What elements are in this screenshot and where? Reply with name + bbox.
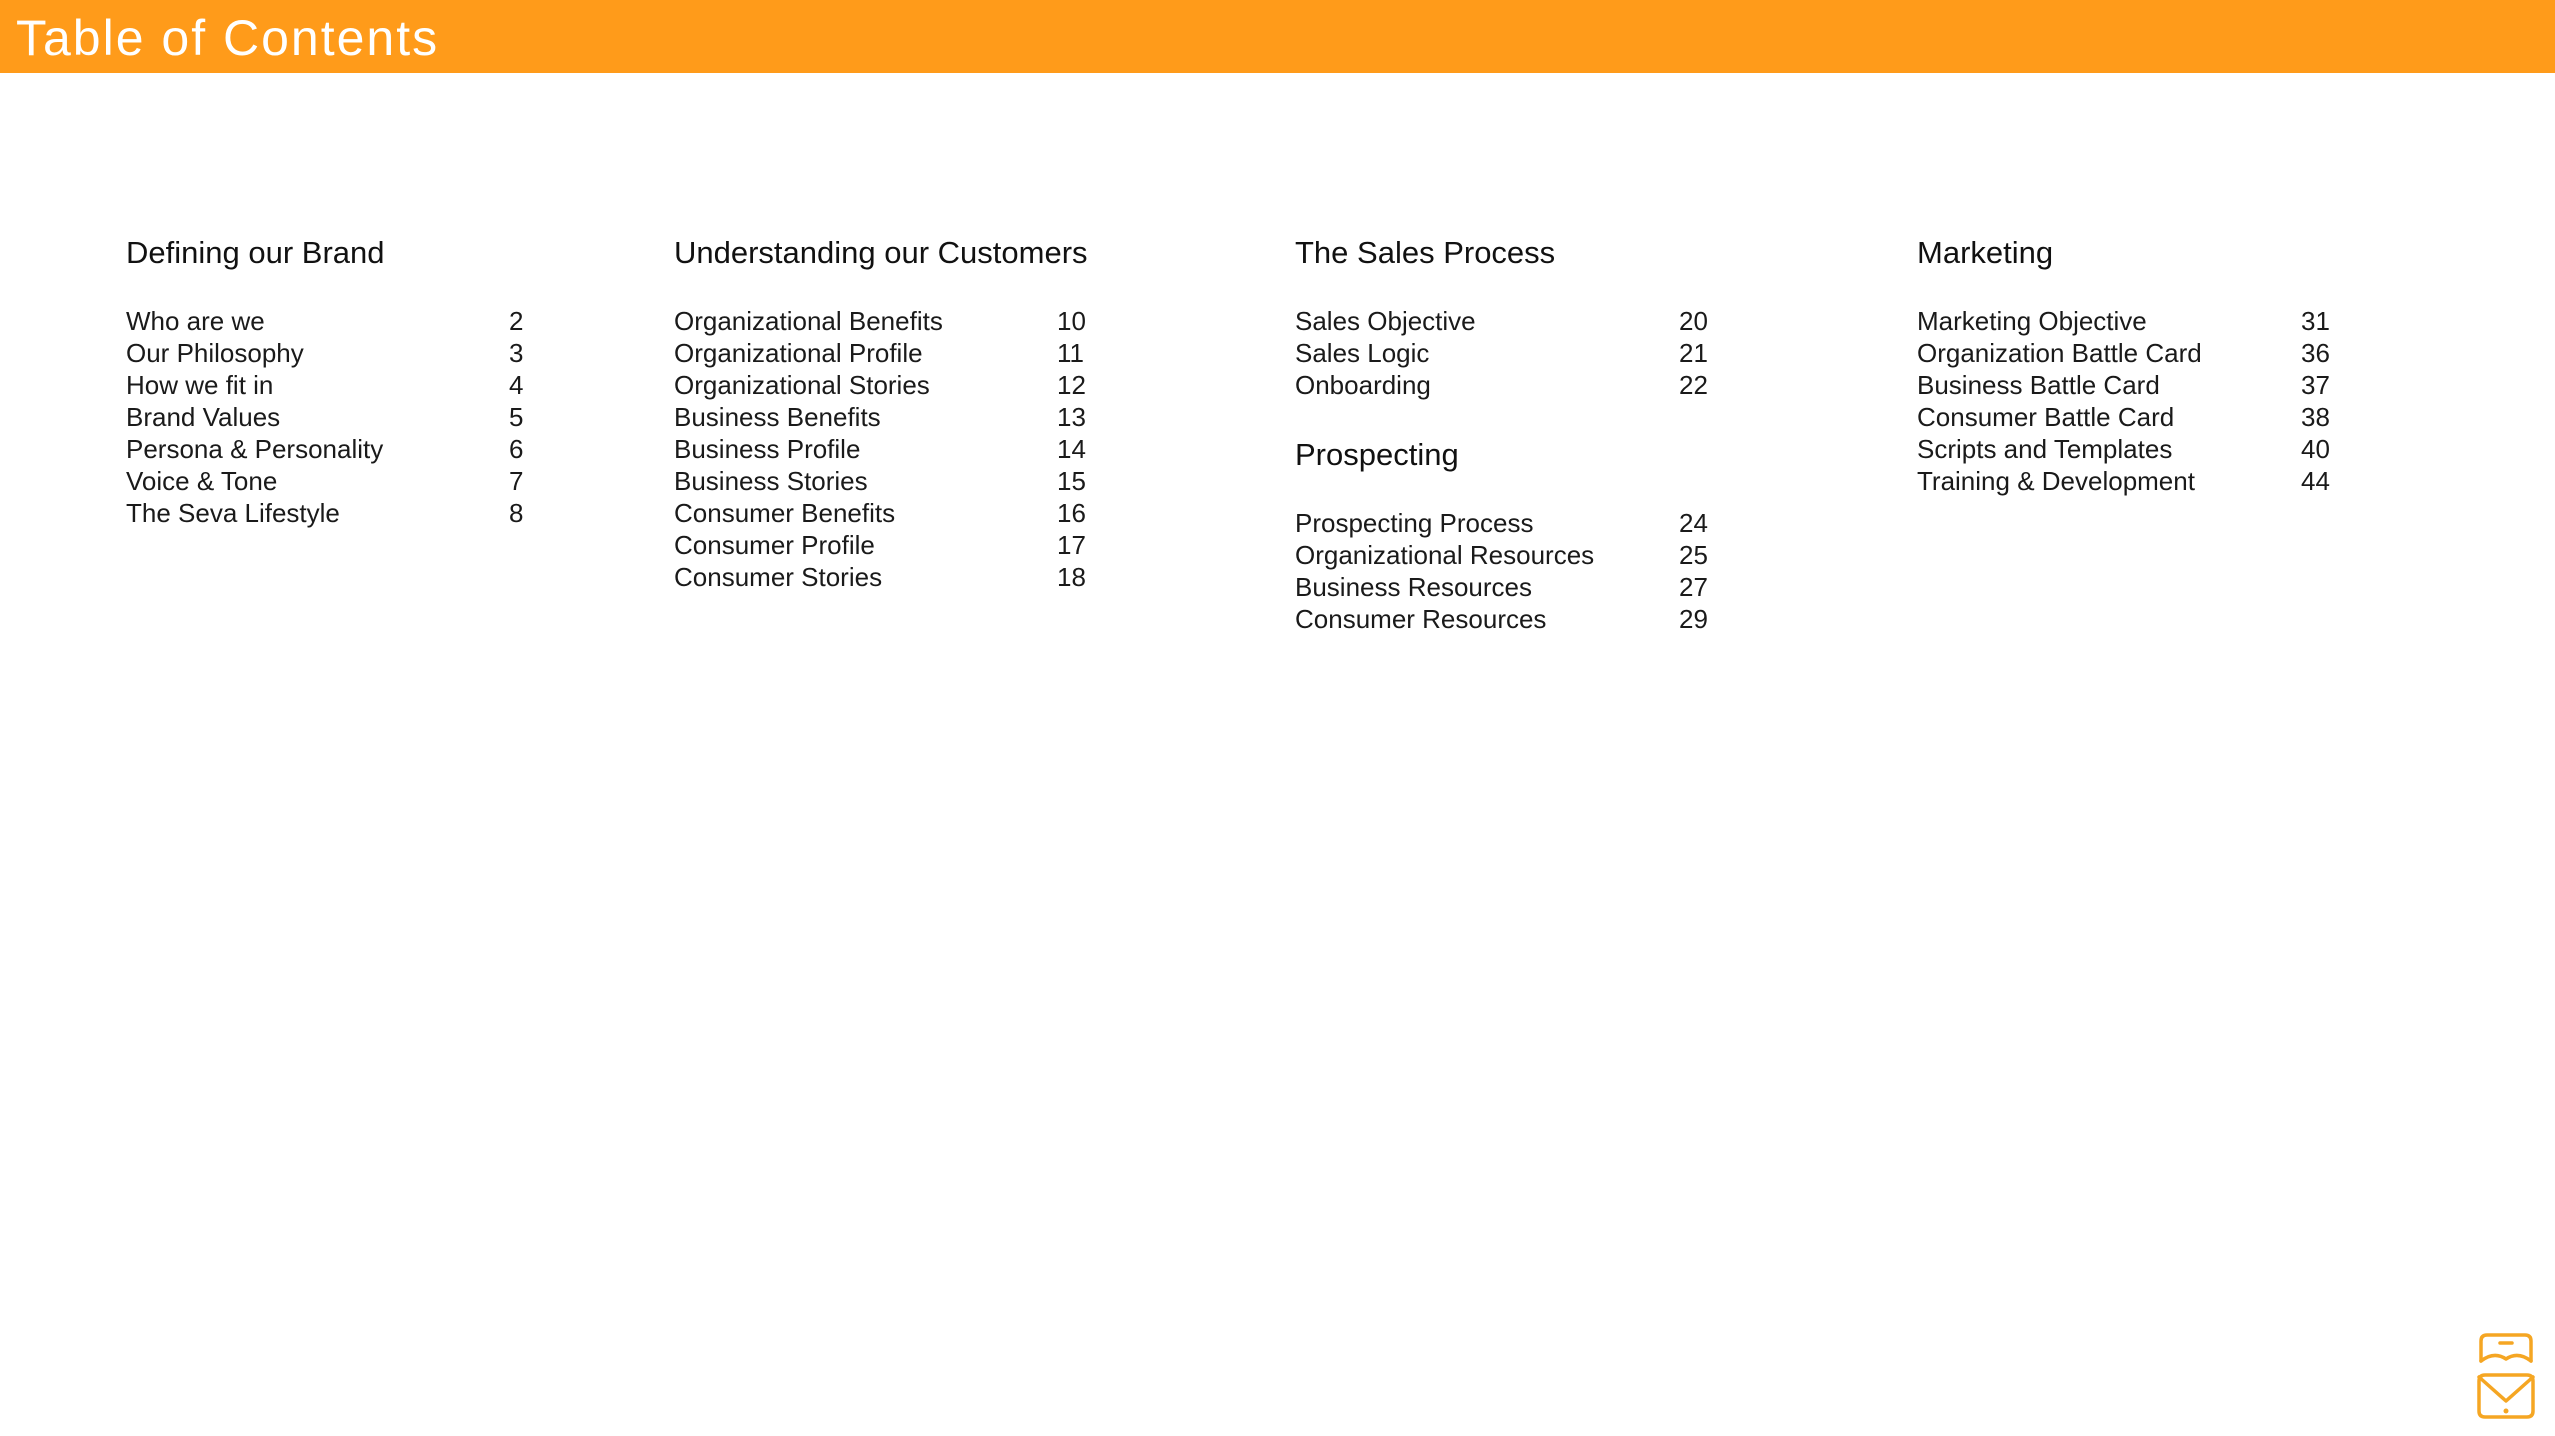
toc-entry-label[interactable]: Business Benefits (674, 402, 881, 432)
toc-entry-label[interactable]: Marketing Objective (1917, 306, 2147, 336)
toc-entry-page[interactable]: 17 (1057, 530, 1086, 560)
toc-entry[interactable] (126, 497, 586, 529)
toc-entry[interactable] (674, 561, 1134, 593)
toc-entry-label[interactable]: Consumer Profile (674, 530, 875, 560)
toc-entry-page[interactable]: 25 (1679, 540, 1708, 570)
toc-entry-label[interactable]: Brand Values (126, 402, 281, 432)
toc-entry[interactable] (1295, 369, 1755, 401)
toc-entry-label[interactable]: Business Resources (1295, 572, 1532, 602)
toc-entry-page[interactable]: 15 (1057, 466, 1086, 496)
toc-entry-list (674, 305, 1134, 593)
toc-entry[interactable] (126, 465, 586, 497)
toc-entry[interactable] (1917, 433, 2377, 465)
toc-entry[interactable] (674, 305, 1134, 337)
toc-entry[interactable] (1917, 337, 2377, 369)
toc-entry[interactable] (1917, 369, 2377, 401)
toc-entry-list (126, 305, 586, 529)
toc-entry-label[interactable]: The Seva Lifestyle (126, 498, 340, 528)
section-title: Defining our Brand (126, 235, 385, 270)
toc-entry-page[interactable]: 37 (2301, 370, 2330, 400)
toc-entry[interactable] (1917, 401, 2377, 433)
toc-entry[interactable] (1917, 465, 2377, 497)
toc-entry-page[interactable]: 6 (509, 434, 524, 464)
toc-entry-label[interactable]: Consumer Benefits (674, 498, 896, 528)
toc-entry-label[interactable]: Consumer Battle Card (1917, 402, 2175, 432)
toc-entry-label[interactable]: Who are we (126, 306, 265, 336)
toc-entry[interactable] (1295, 305, 1755, 337)
toc-entry-page[interactable]: 3 (509, 338, 524, 368)
toc-entry-page[interactable]: 38 (2301, 402, 2330, 432)
toc-entry-label[interactable]: Organizational Stories (674, 370, 930, 400)
toc-entry-page[interactable]: 40 (2301, 434, 2330, 464)
toc-entry-page[interactable]: 8 (509, 498, 524, 528)
toc-entry-label[interactable]: Our Philosophy (126, 338, 304, 368)
toc-entry-page[interactable]: 24 (1679, 508, 1708, 538)
toc-entry-page[interactable]: 31 (2301, 306, 2330, 336)
toc-entry-label[interactable]: Persona & Personality (126, 434, 384, 464)
toc-entry-page[interactable]: 22 (1679, 370, 1708, 400)
toc-entry-page[interactable]: 16 (1057, 498, 1086, 528)
toc-entry-page[interactable]: 21 (1679, 338, 1708, 368)
toc-entry-label[interactable]: Prospecting Process (1295, 508, 1534, 538)
toc-entry[interactable] (1295, 571, 1755, 603)
brand-logo-icon (2474, 1331, 2538, 1423)
toc-entry-label[interactable]: Business Stories (674, 466, 868, 496)
toc-entry-list (1295, 507, 1755, 635)
toc-entry-list (1295, 305, 1755, 401)
toc-entry[interactable] (674, 401, 1134, 433)
toc-entry-page[interactable]: 10 (1057, 306, 1086, 336)
toc-entry-page[interactable]: 18 (1057, 562, 1086, 592)
toc-entry-label[interactable]: Scripts and Templates (1917, 434, 2173, 464)
toc-entry[interactable] (126, 305, 586, 337)
toc-entry-label[interactable]: Sales Logic (1295, 338, 1430, 368)
toc-entry-label[interactable]: Consumer Resources (1295, 604, 1547, 634)
toc-entry-page[interactable]: 27 (1679, 572, 1708, 602)
toc-entry[interactable] (1295, 507, 1755, 539)
toc-entry-page[interactable]: 5 (509, 402, 524, 432)
toc-entry-label[interactable]: Consumer Stories (674, 562, 883, 592)
toc-entry[interactable] (126, 337, 586, 369)
toc-entry[interactable] (126, 369, 586, 401)
section-title: Prospecting (1295, 437, 1459, 472)
toc-entry[interactable] (674, 337, 1134, 369)
toc-entry-page[interactable]: 14 (1057, 434, 1086, 464)
toc-entry-label[interactable]: Organizational Profile (674, 338, 923, 368)
toc-entry-label[interactable]: Organizational Benefits (674, 306, 943, 336)
toc-entry[interactable] (674, 465, 1134, 497)
section-title: Marketing (1917, 235, 2054, 270)
toc-entry[interactable] (126, 433, 586, 465)
toc-entry[interactable] (674, 433, 1134, 465)
toc-entry-label[interactable]: Onboarding (1295, 370, 1431, 400)
toc-entry[interactable] (674, 369, 1134, 401)
toc-entry-page[interactable]: 2 (509, 306, 524, 336)
toc-entry-page[interactable]: 7 (509, 466, 524, 496)
page-title: Table of Contents (16, 10, 440, 66)
toc-entry-page[interactable]: 20 (1679, 306, 1708, 336)
toc-entry-label[interactable]: Business Battle Card (1917, 370, 2160, 400)
toc-entry-label[interactable]: Organizational Resources (1295, 540, 1595, 570)
toc-entry[interactable] (1295, 603, 1755, 635)
header-bar (0, 0, 2555, 73)
toc-entry-page[interactable]: 11 (1057, 338, 1084, 368)
toc-entry-label[interactable]: How we fit in (126, 370, 274, 400)
section-title: The Sales Process (1295, 235, 1556, 270)
toc-entry[interactable] (674, 497, 1134, 529)
section-title: Understanding our Customers (674, 235, 1088, 270)
toc-entry-label[interactable]: Organization Battle Card (1917, 338, 2202, 368)
toc-entry[interactable] (126, 401, 586, 433)
toc-entry-label[interactable]: Voice & Tone (126, 466, 278, 496)
toc-entry[interactable] (1295, 337, 1755, 369)
toc-entry-page[interactable]: 12 (1057, 370, 1086, 400)
toc-entry-page[interactable]: 44 (2301, 466, 2330, 496)
toc-entry-label[interactable]: Training & Development (1917, 466, 2195, 496)
toc-entry[interactable] (1917, 305, 2377, 337)
toc-entry-page[interactable]: 29 (1679, 604, 1708, 634)
toc-entry[interactable] (674, 529, 1134, 561)
toc-entry-label[interactable]: Business Profile (674, 434, 861, 464)
toc-entry-list (1917, 305, 2377, 497)
toc-entry-page[interactable]: 13 (1057, 402, 1086, 432)
toc-entry-page[interactable]: 4 (509, 370, 524, 400)
toc-entry-page[interactable]: 36 (2301, 338, 2330, 368)
toc-entry[interactable] (1295, 539, 1755, 571)
toc-entry-label[interactable]: Sales Objective (1295, 306, 1476, 336)
